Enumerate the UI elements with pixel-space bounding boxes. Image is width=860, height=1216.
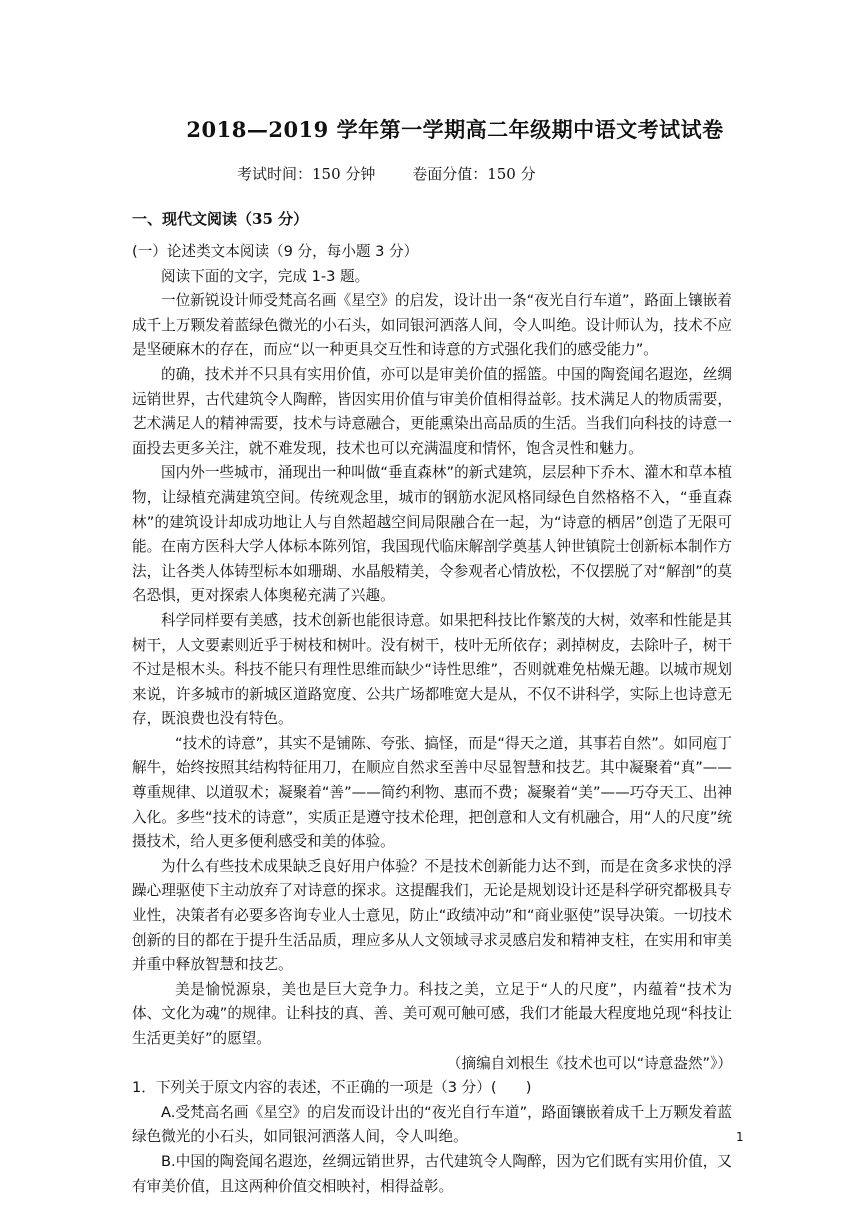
paragraph: “技术的诗意”，其实不是铺陈、夸张、搞怪，而是“得天之道，其事若自然”。如同庖丁解牛，始终按照其结构特征用刀，在顺应自然求至善中尽显智慧和技艺。其中凝聚着“真”——尊重规律、以道驭术；凝聚着“善”——简约利物、惠而不费；凝聚着“美”——巧夺天工、出神入化。多些“技术的诗意”，实质正是遵守技术伦理，把创意和人文有机融合，用“人的尺度”统摄技术，给人更多便利感受和美的体验。 <box>132 734 732 851</box>
section-heading: 一、现代文阅读（35 分） <box>132 210 309 228</box>
total-score: 卷面分值：150 分 <box>412 165 536 183</box>
exam-meta <box>237 163 568 184</box>
paragraph: 为什么有些技术成果缺乏良好用户体验？不是技术创新能力达不到，而是在贪多求快的浮躁心理驱使下主动放弃了对诗意的探求。这提醒我们，无论是规划设计还是科学研究都极具专业性，决策者有必要多咨询专业人士意见，防止“政绩冲动”和“商业驱使”误导决策。一切技术创新的目的都在于提升生活品质，理应多从人文领域寻求灵感启发和精神支柱，在实用和审美并重中释放智慧和技艺。 <box>132 857 732 974</box>
paragraph: 科学同样要有美感，技术创新也能很诗意。如果把科技比作繁茂的大树，效率和性能是其树干，人文要素则近乎于树枝和树叶。没有树干，枝叶无所依存；剥掉树皮，去除叶子，树干不过是根木头。科技不能只有理性思维而缺少“诗性思维”，否则就难免枯燥无趣。以城市规划来说，许多城市的新城区道路宽度、公共广场都唯宽大是从，不仅不讲科学，实际上也诗意无存，既浪费也没有特色。 <box>132 611 732 728</box>
paragraph: 国内外一些城市，涌现出一种叫做“垂直森林”的新式建筑，层层种下乔木、灌木和草本植物，让绿植充满建筑空间。传统观念里，城市的钢筋水泥风格同绿色自然格格不入，“垂直森林”的建筑设计却成功地让人与自然超越空间局限融合在一起，为“诗意的栖居”创造了无限可能。在南方医科大学人体标本陈列馆，我国现代临床解剖学奠基人钟世镇院士创新标本制作方法，让各类人体铸型标本如珊瑚、水晶般精美，令参观者心情放松，不仅摆脱了对“解剖”的莫名恐惧，更对探索人体奥秘充满了兴趣。 <box>132 464 732 605</box>
instruction: 阅读下面的文字，完成 1-3 题。 <box>161 267 370 285</box>
paragraph: 美是愉悦源泉，美也是巨大竞争力。科技之美，立足于“人的尺度”，内蕴着“技术为体、文化为魂”的规律。让科技的真、善、美可观可触可感，我们才能最大程度地兑现“科技让生活更美好”的愿望。 <box>132 980 732 1047</box>
paragraph: 一位新锐设计师受梵高名画《星空》的启发，设计出一条“夜光自行车道”，路面上镶嵌着成千上万颗发着蓝绿色微光的小石头，如同银河洒落人间，令人叫绝。设计师认为，技术不应是坚硬麻木的存在，而应“以一种更具交互性和诗意的方式强化我们的感受能力”。 <box>132 292 732 359</box>
reading-passage <box>132 240 732 1199</box>
paragraph: 的确，技术并不只具有实用价值，亦可以是审美价值的摇篮。中国的陶瓷闻名遐迩，丝绸远销世界，古代建筑令人陶醉，皆因实用价值与审美价值相得益彰。技术满足人的物质需要，艺术满足人的精神需要，技术与诗意融合，更能熏染出高品质的生活。当我们向科技的诗意一面投去更多关注，就不难发现，技术也可以充满温度和情怀，饱含灵性和魅力。 <box>132 365 732 457</box>
sub-heading: (一）论述类文本阅读（9 分，每小题 3 分） <box>132 243 419 260</box>
option-a: A.受梵高名画《星空》的启发而设计出的“夜光自行车道”，路面镶嵌着成千上万颗发着蓝绿色微光的小石头，如同银河洒落人间，令人叫绝。 <box>132 1103 732 1146</box>
exam-time: 考试时间：150 分钟 <box>237 165 376 183</box>
source-citation: （摘编自刘根生《技术也可以“诗意盎然”》） <box>446 1054 732 1072</box>
exam-title: 2018—2019 学年第一学期高二年级期中语文考试试卷 <box>186 117 724 142</box>
option-b: B.中国的陶瓷闻名遐迩，丝绸远销世界，古代建筑令人陶醉，因为它们既有实用价值，又有审美价值，且这两种价值交相映衬，相得益彰。 <box>132 1152 732 1195</box>
page-number: 1 <box>736 1130 744 1144</box>
question-stem: 1．下列关于原文内容的表述，不正确的一项是（3 分）( ) <box>132 1079 532 1097</box>
